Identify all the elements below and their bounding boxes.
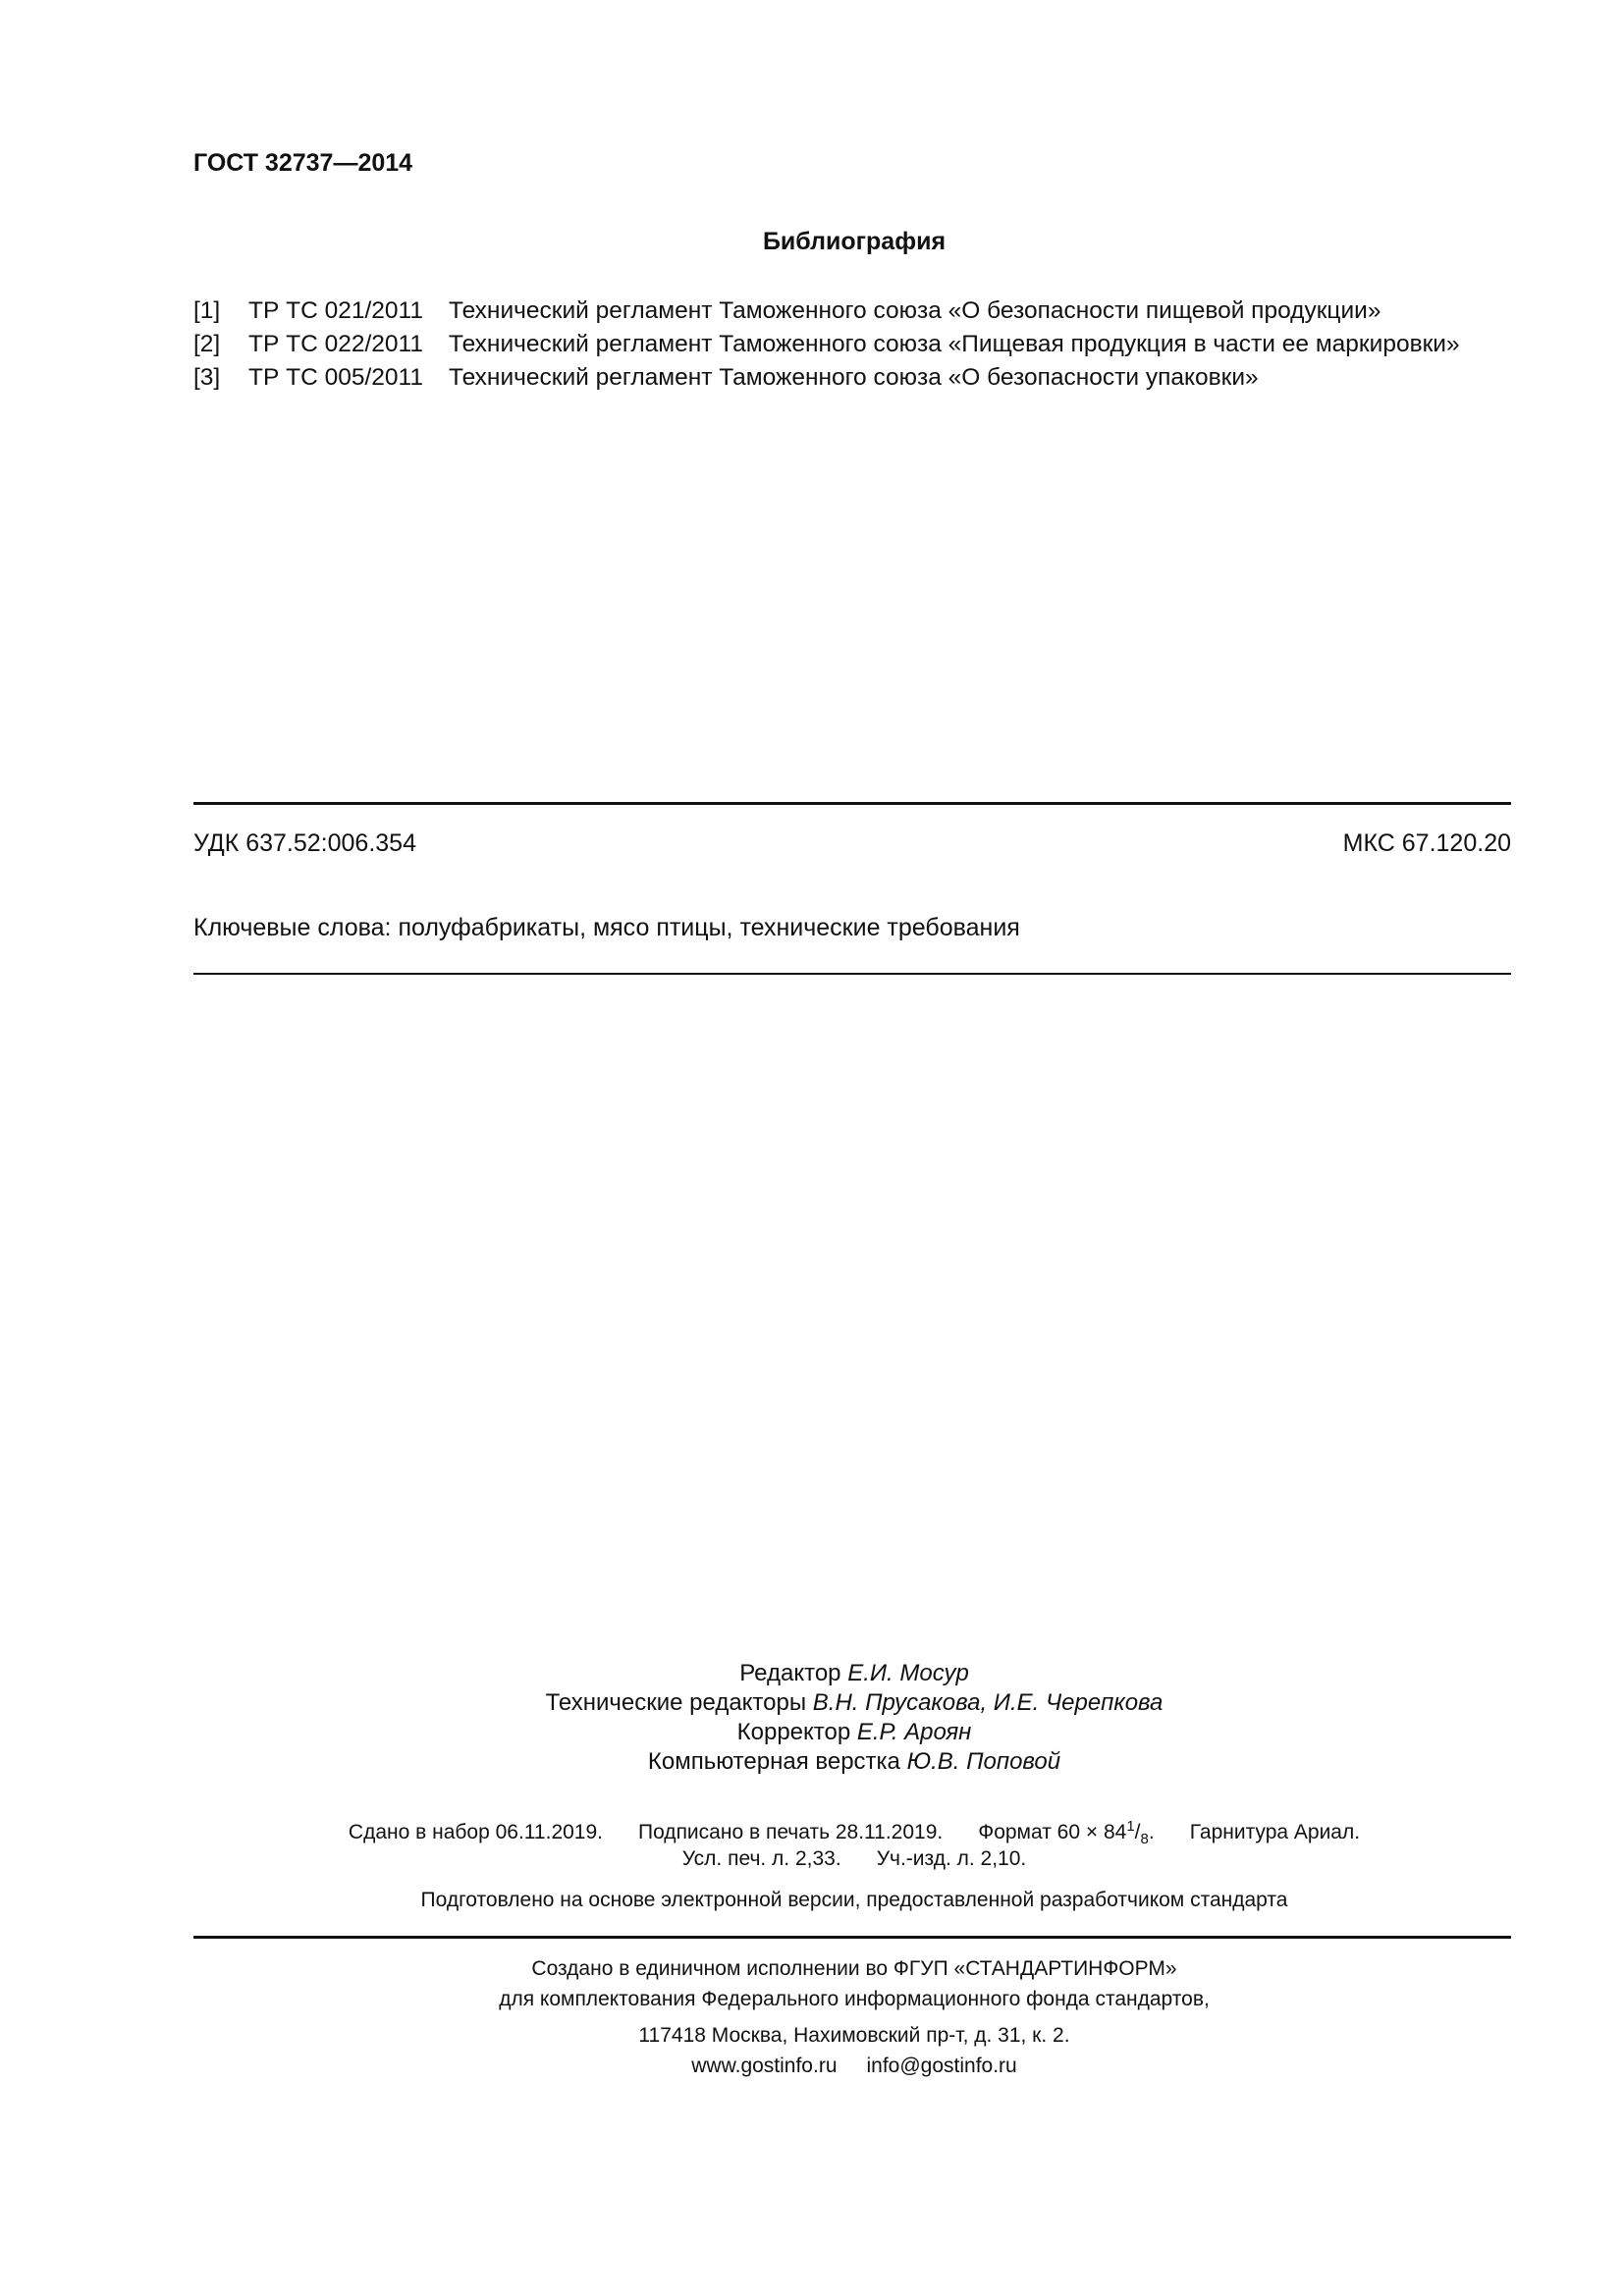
corrector-name: Е.Р. Ароян	[856, 1719, 972, 1745]
print-sheets: Усл. печ. л. 2,33.	[681, 1847, 841, 1870]
mks-code: МКС 67.120.20	[1342, 829, 1511, 857]
bibliography-title: Библиография	[762, 228, 947, 255]
editor-line	[0, 1659, 1624, 1688]
tech-editors-label: Технические редакторы	[545, 1689, 807, 1716]
footer-rule	[193, 1936, 1511, 1939]
layout-line	[0, 1747, 1624, 1777]
bibliography-item	[193, 294, 1380, 328]
footer-email[interactable]: info@gostinfo.ru	[866, 2055, 1017, 2077]
bibliography-item-number: [2]	[193, 331, 221, 357]
document-code: ГОСТ 32737—2014	[193, 149, 413, 177]
publication-line-1	[0, 1818, 1624, 1847]
footer-line-1: Создано в единичном исполнении во ФГУП «СТАНДАРТИНФОРМ»	[531, 1957, 1177, 1980]
bibliography-item-code: ТР ТС 005/2011	[248, 364, 423, 391]
footer-address: 117418 Москва, Нахимовский пр-т, д. 31, к. 2.	[638, 2024, 1070, 2047]
bibliography-item-text: Технический регламент Таможенного союза «О безопасности упаковки»	[449, 364, 1259, 391]
corrector-line	[0, 1718, 1624, 1747]
bibliography-item-code: ТР ТС 021/2011	[248, 297, 423, 324]
format-info: Формат $60 \times 84^1/_8$.	[978, 1818, 1155, 1848]
classification-bottom-rule	[193, 973, 1511, 975]
layout-name: Ю.В. Поповой	[906, 1748, 1061, 1775]
tech-editors-names: В.Н. Прусакова, И.Е. Черепкова	[812, 1689, 1164, 1716]
footer-website[interactable]: www.gostinfo.ru	[691, 2055, 838, 2077]
footer-contacts	[0, 2051, 1624, 2081]
bibliography-item-number: [1]	[193, 297, 221, 324]
publication-line-2	[0, 1847, 1624, 1871]
bibliography-item-text: Технический регламент Таможенного союза «О безопасности пищевой продукции»	[449, 297, 1381, 324]
tech-editors-line	[0, 1688, 1624, 1718]
typeface-info: Гарнитура Ариал.	[1189, 1821, 1361, 1843]
classification-top-rule	[193, 802, 1511, 805]
footer-line-2: для комплектования Федерального информационного фонда стандартов,	[499, 1988, 1210, 2010]
bibliography-item	[193, 328, 1460, 361]
bibliography-item-code: ТР ТС 022/2011	[248, 331, 423, 357]
editor-label: Редактор	[739, 1660, 841, 1686]
footer-block	[0, 1953, 1624, 2081]
layout-label: Компьютерная верстка	[647, 1748, 900, 1775]
bibliography-item	[193, 361, 1259, 395]
keywords: Ключевые слова: полуфабрикаты, мясо птицы, технические требования	[193, 914, 1020, 941]
bibliography-item-text: Технический регламент Таможенного союза «Пищевая продукция в части ее маркировки»	[449, 331, 1460, 357]
pub-sheets: Уч.-изд. л. 2,10.	[876, 1847, 1027, 1870]
bibliography-item-number: [3]	[193, 364, 221, 391]
corrector-label: Корректор	[736, 1719, 851, 1745]
udk-code: УДК 637.52:006.354	[193, 829, 416, 857]
editor-name: Е.И. Мосур	[847, 1660, 969, 1686]
credits-block	[0, 1659, 1624, 1777]
signed-date: Подписано в печать 28.11.2019.	[638, 1821, 944, 1843]
prepared-note: Подготовлено на основе электронной версии, предоставленной разработчиком стандарта	[420, 1889, 1288, 1911]
submitted-date: Сдано в набор 06.11.2019.	[348, 1821, 603, 1843]
